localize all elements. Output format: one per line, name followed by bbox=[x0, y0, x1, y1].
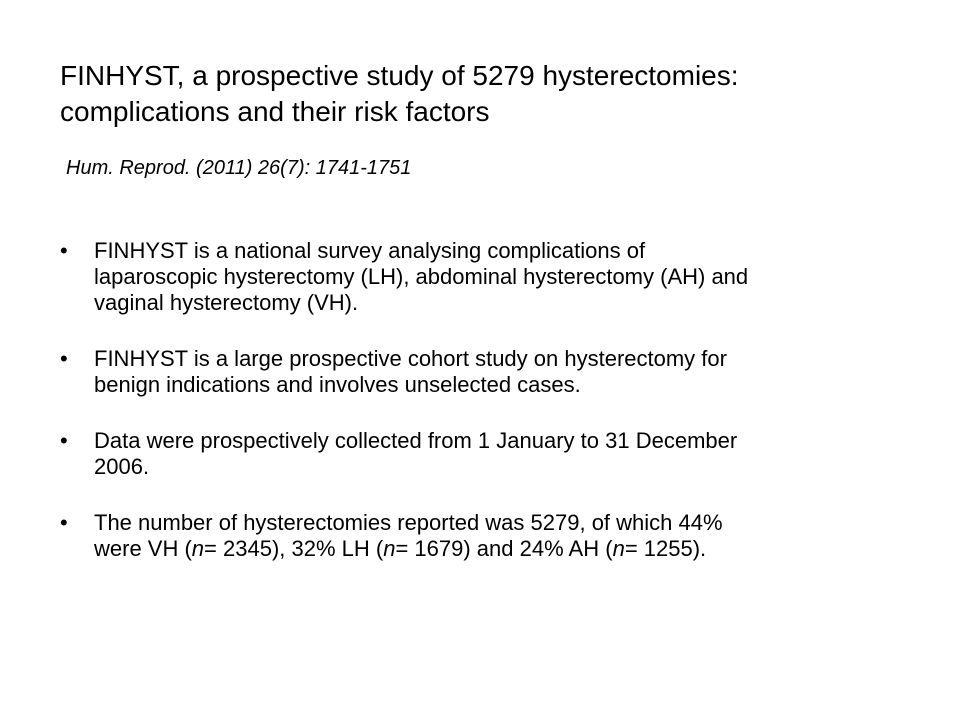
sample-size-symbol: n bbox=[612, 536, 625, 561]
sample-size-symbol: n bbox=[383, 536, 396, 561]
text-segment: = 1679) and 24% AH ( bbox=[395, 536, 613, 561]
bullet-line bbox=[94, 510, 920, 536]
title-line: FINHYST, a prospective study of 5279 hysterectomies: bbox=[60, 60, 739, 91]
bullet-line: Data were prospectively collected from 1 January to 31 December bbox=[94, 428, 738, 453]
bullet-marker: • bbox=[60, 510, 68, 535]
text-segment: The number of hysterectomies reported was 5279, of which 44% bbox=[94, 510, 723, 535]
bullet-list bbox=[60, 238, 920, 592]
bullet-line: 2006. bbox=[94, 454, 150, 479]
bullet-line bbox=[94, 536, 920, 562]
bullet-line: benign indications and involves unselected cases. bbox=[94, 372, 581, 397]
bullet-line: laparoscopic hysterectomy (LH), abdominal hysterectomy (AH) and bbox=[94, 264, 749, 289]
bullet-marker: • bbox=[60, 238, 68, 263]
bullet-item bbox=[60, 510, 920, 562]
bullet-line: FINHYST is a large prospective cohort study on hysterectomy for bbox=[94, 346, 727, 371]
bullet-marker: • bbox=[60, 346, 68, 371]
bullet-marker: • bbox=[60, 428, 68, 453]
journal-citation: Hum. Reprod. (2011) 26(7): 1741-1751 bbox=[66, 157, 412, 179]
text-segment: were VH ( bbox=[94, 536, 192, 561]
bullet-item bbox=[60, 346, 920, 398]
title-line: complications and their risk factors bbox=[60, 96, 490, 127]
text-segment: = 1255). bbox=[624, 536, 707, 561]
text-segment: = 2345), 32% LH ( bbox=[204, 536, 384, 561]
bullet-item bbox=[60, 428, 920, 480]
bullet-line: vaginal hysterectomy (VH). bbox=[94, 290, 359, 315]
slide-title bbox=[60, 58, 920, 130]
bullet-line: FINHYST is a national survey analysing complications of bbox=[94, 238, 646, 263]
bullet-item bbox=[60, 238, 920, 316]
sample-size-symbol: n bbox=[191, 536, 205, 561]
